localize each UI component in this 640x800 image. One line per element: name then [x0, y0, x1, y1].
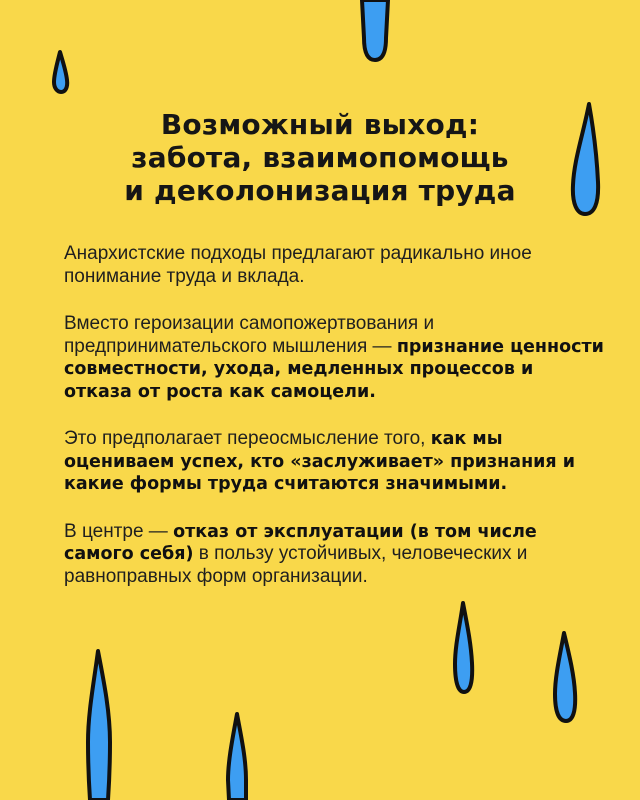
paragraph-4-emphasis: отказ от эксплуатации (в том числе самого себя): [64, 521, 537, 564]
paragraph-4: [64, 521, 604, 589]
paragraph-1: [64, 243, 604, 288]
raindrop-icon: [54, 52, 67, 92]
paragraph-3: [64, 428, 604, 496]
raindrop-icon: [88, 651, 110, 800]
headline-line-3: и деколонизация труда: [124, 174, 516, 207]
paragraph-3-text: Это предполагает переосмысление того,: [64, 428, 431, 449]
headline-line-2: забота, взаимопомощь: [131, 141, 509, 174]
paragraph-2-text: Вместо героизации самопожертвования и предпринимательского мышления —: [64, 313, 435, 357]
raindrop-icon: [555, 633, 575, 721]
headline: [60, 108, 580, 207]
headline-line-1: Возможный выход:: [160, 108, 480, 141]
paragraph-2-emphasis: признание ценности совместности, ухода, медленных процессов и отказа от роста как самоцели.: [64, 336, 604, 402]
raindrop-icon: [455, 603, 472, 692]
paragraph-2: [64, 313, 604, 403]
paragraph-4-text: В центре —: [64, 520, 174, 542]
paragraph-1-text: Анархистские подходы предлагают радикально иное понимание труда и вклада.: [64, 243, 532, 287]
raindrop-icon: [362, 0, 388, 60]
raindrop-icon: [228, 714, 246, 800]
body-text: [64, 243, 604, 613]
paragraph-4-text-end: в пользу устойчивых, человеческих и равноправных форм организации.: [64, 543, 528, 587]
paragraph-3-emphasis: как мы оцениваем успех, кто «заслуживает» признания и какие формы труда считаются значимыми.: [64, 429, 576, 494]
